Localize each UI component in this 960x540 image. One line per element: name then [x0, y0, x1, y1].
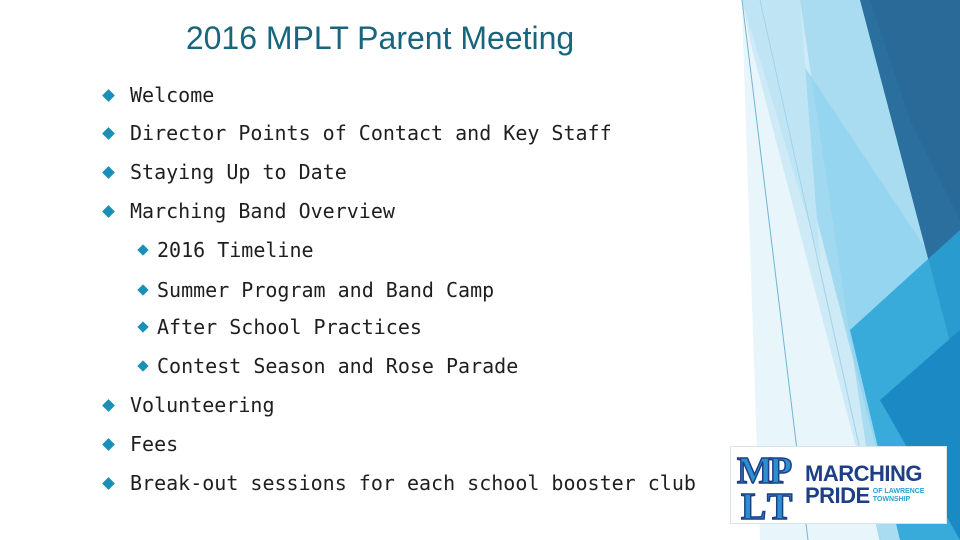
diamond-bullet-icon — [137, 360, 148, 371]
bullet-text: Fees — [130, 432, 179, 456]
logo-line-marching: MARCHING — [805, 461, 922, 486]
logo-subtitle — [873, 488, 925, 504]
logo-wordmark — [805, 463, 924, 507]
diamond-bullet-icon — [137, 284, 148, 295]
diamond-bullet-icon — [102, 438, 115, 451]
sub-bullet-item — [139, 235, 314, 265]
bullet-text: Staying Up to Date — [130, 160, 347, 184]
svg-text:L: L — [741, 486, 767, 523]
bullet-text: Director Points of Contact and Key Staff — [130, 121, 612, 145]
sub-bullet-item — [139, 275, 494, 305]
diamond-bullet-icon — [102, 205, 115, 218]
diamond-bullet-icon — [102, 166, 115, 179]
marching-pride-logo — [730, 446, 947, 524]
bullet-text: Contest Season and Rose Parade — [157, 354, 519, 378]
bullet-text: Break-out sessions for each school booster club — [130, 471, 696, 495]
svg-text:M: M — [737, 450, 773, 492]
bullet-text: Volunteering — [130, 393, 275, 417]
bullet-item — [104, 468, 696, 498]
bullet-text: Summer Program and Band Camp — [157, 278, 495, 302]
sub-bullet-item — [139, 312, 422, 342]
bullet-text: 2016 Timeline — [157, 238, 314, 262]
svg-text:T: T — [767, 486, 793, 523]
bullet-item — [104, 390, 275, 420]
logo-sub-line-2: TOWNSHIP — [872, 496, 911, 503]
bullet-item — [104, 429, 178, 459]
diamond-bullet-icon — [102, 127, 115, 140]
logo-sub-line-1: OF LAWRENCE — [872, 488, 925, 495]
diamond-bullet-icon — [102, 89, 115, 102]
bullet-text: Welcome — [130, 83, 215, 107]
bullet-text: After School Practices — [157, 315, 422, 339]
bullet-text: Marching Band Overview — [130, 199, 395, 223]
logo-line-pride: PRIDE — [805, 483, 870, 508]
logo-row — [805, 485, 924, 507]
diamond-bullet-icon — [137, 321, 148, 332]
bullet-item — [104, 157, 347, 187]
mplt-monogram-icon — [735, 447, 799, 523]
bullet-item — [104, 80, 214, 110]
sub-bullet-item — [139, 351, 518, 381]
diamond-bullet-icon — [102, 399, 115, 412]
bullet-item — [104, 196, 395, 226]
slide-title: 2016 MPLT Parent Meeting — [185, 20, 575, 56]
diamond-bullet-icon — [137, 244, 148, 255]
svg-text:P: P — [769, 450, 793, 492]
diamond-bullet-icon — [102, 477, 115, 490]
bullet-item — [104, 118, 612, 148]
